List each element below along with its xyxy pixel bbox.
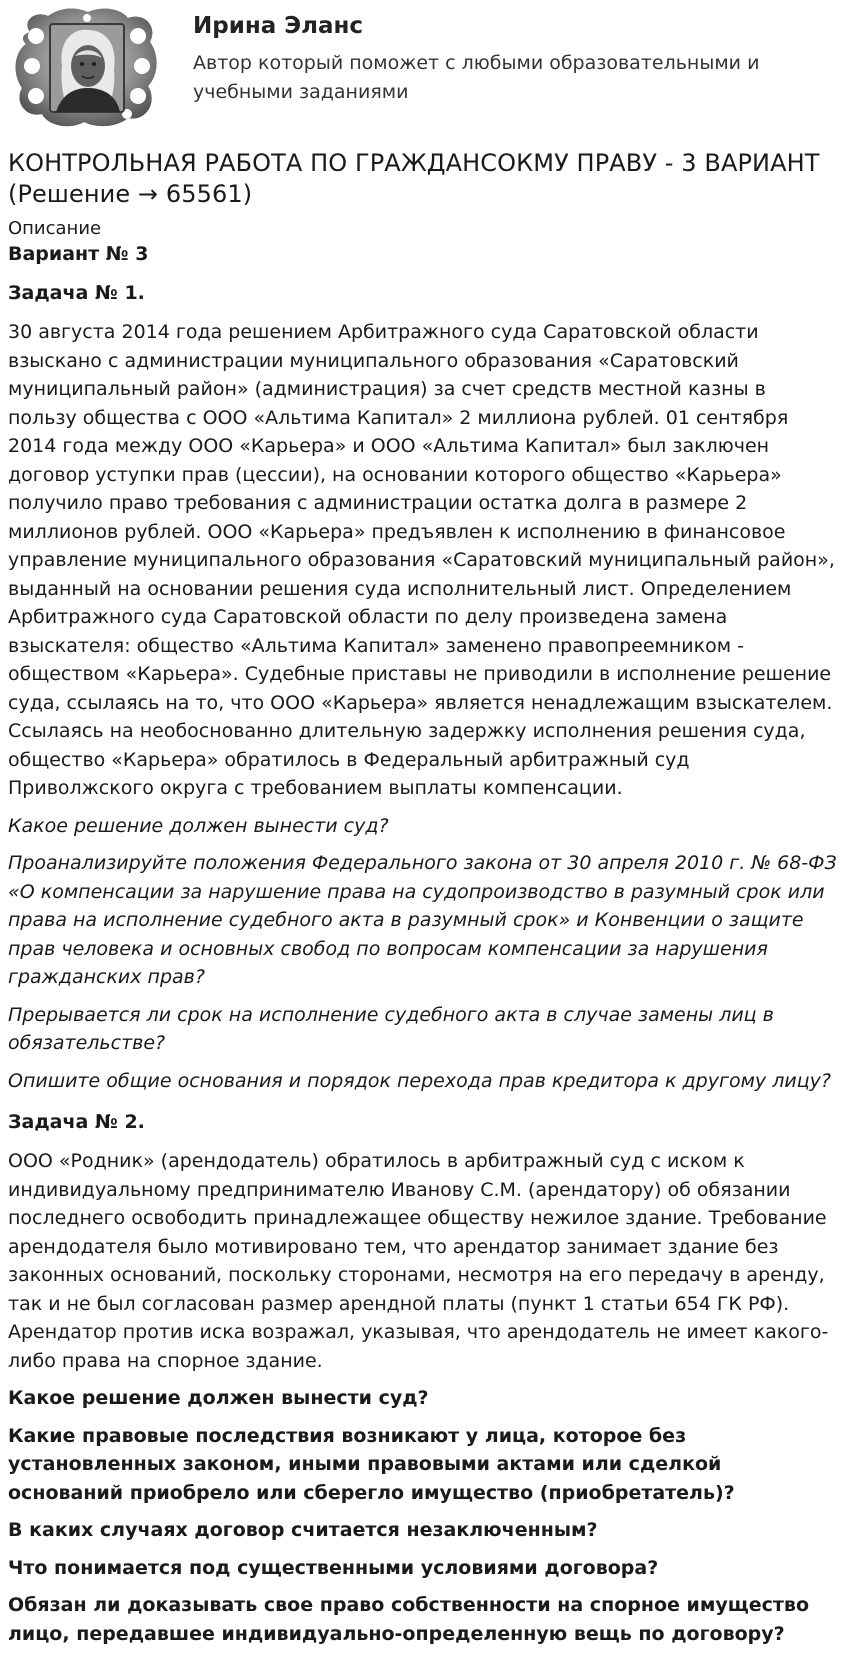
author-name[interactable]: Ирина Эланс (193, 13, 364, 39)
description-label: Описание (8, 218, 102, 239)
author-header (8, 0, 837, 138)
variant-heading: Вариант № 3 (8, 243, 149, 265)
task1-question: Проанализируйте положения Федерального закона от 30 апреля 2010 г. № 68-ФЗ «О компенсации за нарушение права на судопроизводство в разумный срок или права на исполнение судебного акта в разумный срок» и Конвенции о защите прав человека и основных свобод по вопросам компенсации за нарушения гражданских прав? (8, 852, 837, 988)
task1-question: Прерывается ли срок на исполнение судебного акта в случае замены лиц в обязательстве? (8, 1003, 774, 1054)
task2-text: ООО «Родник» (арендодатель) обратилось в арбитражный суд с иском к индивидуальному предпринимателю Иванову С.М. (арендатору) об обязании последнего освободить принадлежащее обществу нежилое здание. Требование арендодателя было мотивировано тем, что арендатор занимает здание без законных оснований, поскольку сторонами, несмотря на его передачу в аренду, так и не был согласован размер арендной платы (пункт 1 статьи 654 ГК РФ). Арендатор против иска возражал, указывая, что арендодатель не имеет какого-либо права на спорное здание. (8, 1150, 829, 1372)
task2-question: Какое решение должен вынести суд? (8, 1387, 429, 1409)
task2-question: В каких случаях договор считается незаключенным? (8, 1519, 598, 1541)
page-title-line: (Решение → 65561) (8, 180, 253, 208)
task1-question: Какое решение должен вынести суд? (8, 814, 389, 837)
page-title (8, 148, 837, 210)
task2-question: Обязан ли доказывать свое право собственности на спорное имущество лицо, передавшее индивидуально-определенную вещь по договору? (8, 1594, 810, 1645)
task2-question: Что понимается под существенными условиями договора? (8, 1556, 659, 1579)
task2-heading: Задача № 2. (8, 1111, 145, 1133)
task2-question: Какие правовые последствия возникают у лица, которое без установленных законом, иными правовыми актами или сделкой оснований приобрело или сберегло имущество (приобретатель)? (8, 1424, 735, 1504)
task1-question: Опишите общие основания и порядок перехода прав кредитора к другому лицу? (8, 1069, 831, 1092)
task1-heading: Задача № 1. (8, 282, 145, 304)
task1-text: 30 августа 2014 года решением Арбитражного суда Саратовской области взыскано с администрации муниципального образования «Саратовский муниципальный район» (администрация) за счет средств местной казны в пользу общества с ООО «Альтима Капитал» 2 миллиона рублей. 01 сентября 2014 года между ООО «Карьера» и ООО «Альтима Капитал» был заключен договор уступки прав (цессии), на основании которого общество «Карьера» получило право требования с администрации остатка долга в размере 2 миллионов рублей. ООО «Карьера» предъявлен к исполнению в финансовое управление муниципального образования «Саратовский муниципальный район», выданный на основании решения суда исполнительный лист. Определением Арбитражного суда Саратовской области по делу произведена замена взыскателя: общество «Альтима Капитал» заменено правопреемником - обществом «Карьера». Судебные приставы не приводили в исполнение решение суда, ссылаясь на то, что ООО «Карьера» является ненадлежащим взыскателем. Ссылаясь на необоснованно длительную задержку исполнения решения суда, общество «Карьера» обратилось в Федеральный арбитражный суд Приволжского округа с требованием выплаты компенсации. (8, 321, 835, 799)
author-avatar[interactable] (12, 4, 162, 130)
author-description-line: учебными заданиями (193, 80, 409, 103)
page-title-line: КОНТРОЛЬНАЯ РАБОТА ПО ГРАЖДАНСОКМУ ПРАВУ - 3 ВАРИАНТ (8, 149, 820, 177)
author-description-line: Автор который поможет с любыми образовательными и (193, 52, 760, 74)
author-description (193, 49, 793, 106)
